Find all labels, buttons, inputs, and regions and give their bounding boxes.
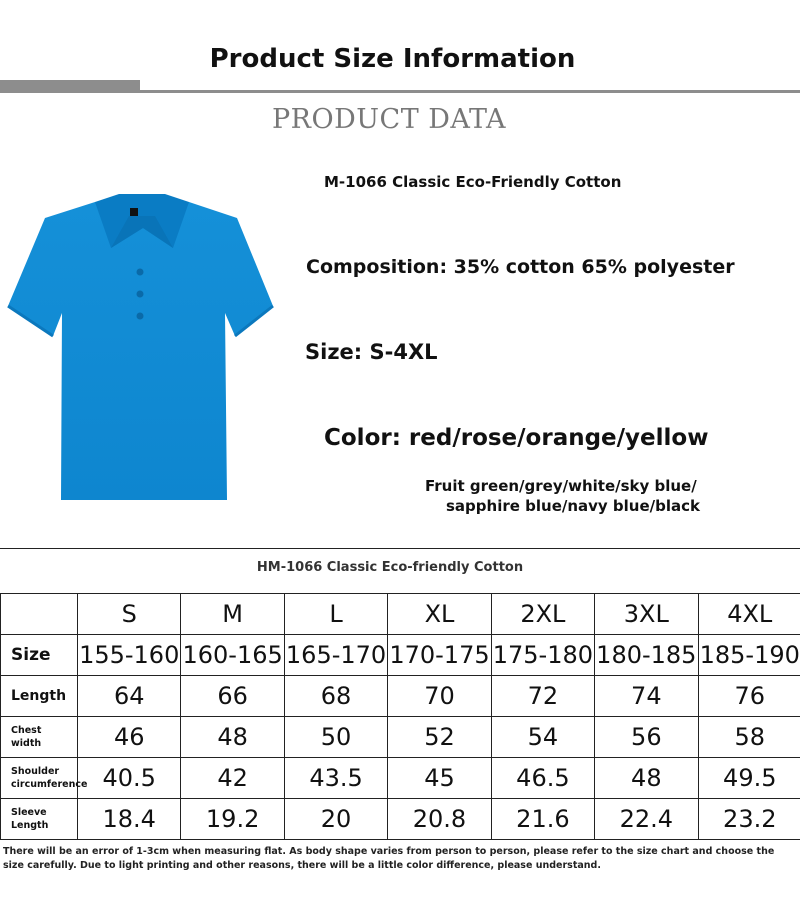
table-cell: 185-190 — [698, 635, 800, 676]
table-cell: 48 — [181, 717, 284, 758]
table-cell: 43.5 — [284, 758, 387, 799]
table-cell: 22.4 — [595, 799, 698, 840]
table-cell: 66 — [181, 676, 284, 717]
row-label-line: width — [11, 738, 42, 749]
row-label — [1, 717, 78, 758]
table-cell: 42 — [181, 758, 284, 799]
row-label-line: Chest — [11, 725, 42, 736]
table-cell: 76 — [698, 676, 800, 717]
title-bar-line — [140, 90, 800, 93]
section-divider — [0, 548, 800, 549]
table-row — [1, 635, 800, 676]
row-label-line: Shoulder — [11, 766, 60, 777]
row-label-line: Length — [11, 820, 49, 831]
row-label-line: Sleeve — [11, 807, 47, 818]
product-composition: Composition: 35% cotton 65% polyester — [306, 256, 735, 278]
table-cell: 52 — [388, 717, 491, 758]
table-cell: 54 — [491, 717, 594, 758]
table-corner-cell — [1, 594, 78, 635]
table-cell: 56 — [595, 717, 698, 758]
column-header: 2XL — [491, 594, 594, 635]
table-cell: 48 — [595, 758, 698, 799]
table-cell: 45 — [388, 758, 491, 799]
table-cell: 70 — [388, 676, 491, 717]
table-cell: 19.2 — [181, 799, 284, 840]
table-row — [1, 758, 800, 799]
column-header: S — [78, 594, 181, 635]
table-cell: 165-170 — [284, 635, 387, 676]
table-cell: 20 — [284, 799, 387, 840]
table-cell: 46.5 — [491, 758, 594, 799]
table-cell: 58 — [698, 717, 800, 758]
table-cell: 50 — [284, 717, 387, 758]
size-chart-table — [0, 593, 800, 840]
page-title: Product Size Information — [209, 44, 576, 74]
table-cell: 18.4 — [78, 799, 181, 840]
section-subtitle: PRODUCT DATA — [272, 104, 506, 135]
row-label: Size — [1, 635, 78, 676]
product-size-range: Size: S-4XL — [305, 340, 438, 364]
column-header: 4XL — [698, 594, 800, 635]
table-cell: 155-160 — [78, 635, 181, 676]
table-cell: 170-175 — [388, 635, 491, 676]
measurement-note: There will be an error of 1-3cm when measuring flat. As body shape varies from person to person, please refer to the size chart and choose the size carefully. Due to light printing and other reasons, there will be a little color difference, please understand. — [3, 846, 775, 871]
table-cell: 40.5 — [78, 758, 181, 799]
column-header: L — [284, 594, 387, 635]
column-header: 3XL — [595, 594, 698, 635]
table-cell: 160-165 — [181, 635, 284, 676]
table-row — [1, 799, 800, 840]
row-label-line: circumference — [11, 779, 88, 790]
product-colors-line2: Fruit green/grey/white/sky blue/ — [425, 477, 697, 495]
table-row — [1, 717, 800, 758]
row-label — [1, 758, 88, 799]
table-cell: 175-180 — [491, 635, 594, 676]
product-colors: Color: red/rose/orange/yellow — [324, 425, 709, 451]
row-label: Length — [1, 676, 78, 717]
table-header-row — [1, 594, 800, 635]
title-bar-accent — [0, 80, 140, 93]
table-cell: 23.2 — [698, 799, 800, 840]
table-cell: 49.5 — [698, 758, 800, 799]
table-cell: 72 — [491, 676, 594, 717]
column-header: M — [181, 594, 284, 635]
table-cell: 21.6 — [491, 799, 594, 840]
table-cell: 74 — [595, 676, 698, 717]
table-cell: 180-185 — [595, 635, 698, 676]
product-model: M-1066 Classic Eco-Friendly Cotton — [324, 173, 622, 191]
table-cell: 46 — [78, 717, 181, 758]
table-cell: 68 — [284, 676, 387, 717]
table-row — [1, 676, 800, 717]
column-header: XL — [388, 594, 491, 635]
table-cell: 64 — [78, 676, 181, 717]
size-table-title: HM-1066 Classic Eco-friendly Cotton — [256, 560, 524, 575]
polo-shirt-image — [5, 188, 277, 504]
product-colors-line3: sapphire blue/navy blue/black — [446, 497, 701, 515]
row-label — [1, 799, 78, 840]
table-cell: 20.8 — [388, 799, 491, 840]
